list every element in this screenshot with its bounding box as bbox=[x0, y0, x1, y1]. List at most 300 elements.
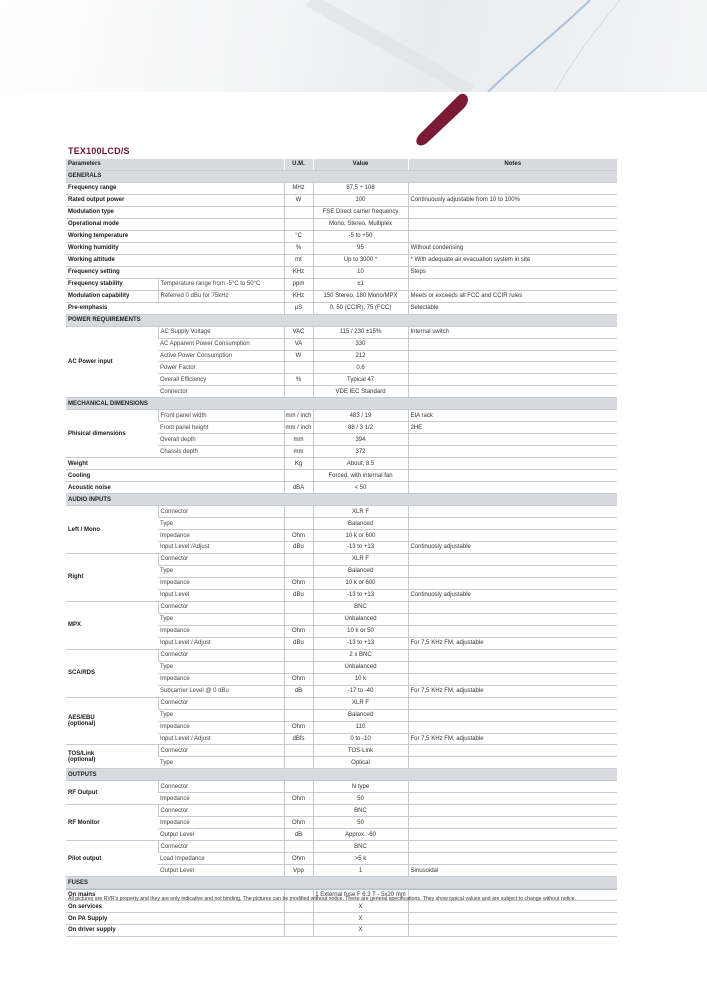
notes-cell: Continuosly adjustable bbox=[408, 542, 617, 554]
notes-cell bbox=[408, 841, 617, 853]
notes-cell bbox=[408, 781, 617, 793]
spec-row bbox=[66, 410, 617, 422]
footer-divider bbox=[66, 889, 617, 890]
value-cell: BNC bbox=[313, 601, 408, 613]
spec-row bbox=[66, 697, 617, 709]
unit-cell: mm / inch bbox=[284, 410, 313, 422]
unit-cell: dBu bbox=[284, 589, 313, 601]
notes-cell bbox=[408, 470, 617, 482]
unit-cell: dB bbox=[284, 829, 313, 841]
section-header-row bbox=[66, 494, 617, 506]
unit-cell bbox=[284, 601, 313, 613]
parameter-detail: Active Power Consumption bbox=[158, 350, 284, 362]
value-cell: X bbox=[313, 913, 408, 925]
value-cell: 115 / 230 ±15% bbox=[313, 326, 408, 338]
value-cell: 2 x BNC bbox=[313, 649, 408, 661]
spec-row bbox=[66, 254, 617, 266]
value-cell: 212 bbox=[313, 350, 408, 362]
unit-cell: % bbox=[284, 242, 313, 254]
notes-cell bbox=[408, 278, 617, 290]
parameter-detail: Connector bbox=[158, 781, 284, 793]
notes-cell: Meets or exceeds all FCC and CCIR rules bbox=[408, 290, 617, 302]
group-name-label: Pilot output bbox=[68, 855, 102, 862]
unit-cell: dBu bbox=[284, 542, 313, 554]
spec-row bbox=[66, 553, 617, 565]
parameter-detail: Connector bbox=[158, 601, 284, 613]
section-title: FUSES bbox=[66, 877, 617, 889]
unit-cell bbox=[284, 661, 313, 673]
notes-cell: Internal switch bbox=[408, 326, 617, 338]
value-cell: 110 bbox=[313, 721, 408, 733]
table-header-row bbox=[66, 159, 617, 170]
unit-cell: dBu bbox=[284, 637, 313, 649]
notes-cell bbox=[408, 230, 617, 242]
unit-cell: VAC bbox=[284, 326, 313, 338]
parameter-detail: Impedance bbox=[158, 673, 284, 685]
unit-cell: Ohm bbox=[284, 853, 313, 865]
unit-cell: Ohm bbox=[284, 673, 313, 685]
spec-row bbox=[66, 745, 617, 757]
section-header-row bbox=[66, 398, 617, 410]
notes-cell bbox=[408, 518, 617, 530]
value-cell: Unbalanced bbox=[313, 613, 408, 625]
parameter-detail: Connector bbox=[158, 649, 284, 661]
spec-row bbox=[66, 470, 617, 482]
value-cell: 100 bbox=[313, 194, 408, 206]
unit-cell: Ohm bbox=[284, 625, 313, 637]
spec-row bbox=[66, 781, 617, 793]
parameter-detail: Impedance bbox=[158, 577, 284, 589]
unit-cell: Ohm bbox=[284, 530, 313, 542]
value-cell: -13 to +13 bbox=[313, 589, 408, 601]
parameter-name: Frequency stability bbox=[66, 278, 158, 290]
spec-row bbox=[66, 194, 617, 206]
value-cell: 50 bbox=[313, 793, 408, 805]
parameter-name: Acoustic noise bbox=[66, 482, 284, 494]
unit-cell: mm bbox=[284, 434, 313, 446]
notes-cell bbox=[408, 853, 617, 865]
notes-cell bbox=[408, 625, 617, 637]
notes-cell bbox=[408, 506, 617, 518]
parameter-detail: Load Impedance bbox=[158, 853, 284, 865]
model-title: TEX100LCD/S bbox=[68, 146, 130, 156]
spec-row bbox=[66, 206, 617, 218]
brand-swoosh-icon bbox=[412, 90, 472, 150]
value-cell: FSE Direct carrier frequency bbox=[313, 206, 408, 218]
unit-cell bbox=[284, 901, 313, 913]
spec-row bbox=[66, 913, 617, 925]
group-name-label: TOS/Link bbox=[68, 750, 95, 757]
value-cell: ±1 bbox=[313, 278, 408, 290]
value-cell: N type bbox=[313, 781, 408, 793]
unit-cell bbox=[284, 470, 313, 482]
parameter-name: Pre-emphasis bbox=[66, 302, 284, 314]
parameter-detail: AC Supply Voltage bbox=[158, 326, 284, 338]
parameter-name: Modulation capability bbox=[66, 290, 158, 302]
notes-cell: For 7,5 KHz FM, adjustable bbox=[408, 733, 617, 745]
spec-row bbox=[66, 302, 617, 314]
value-cell: TOS-Link bbox=[313, 745, 408, 757]
notes-cell bbox=[408, 482, 617, 494]
parameter-name: Working altitude bbox=[66, 254, 284, 266]
value-cell: XLR F bbox=[313, 506, 408, 518]
notes-cell bbox=[408, 206, 617, 218]
value-cell: X bbox=[313, 925, 408, 937]
notes-cell bbox=[408, 925, 617, 937]
spec-row bbox=[66, 242, 617, 254]
section-header-row bbox=[66, 170, 617, 182]
value-cell: Forced, with internal fan bbox=[313, 470, 408, 482]
section-title: MECHANICAL DIMENSIONS bbox=[66, 398, 617, 410]
notes-cell: Steps bbox=[408, 266, 617, 278]
parameter-detail: Type bbox=[158, 757, 284, 769]
value-cell: 0, 50 (CCIR), 75 (FCC) bbox=[313, 302, 408, 314]
value-cell: 50 bbox=[313, 817, 408, 829]
header-banner bbox=[0, 0, 707, 92]
unit-cell: W bbox=[284, 194, 313, 206]
notes-cell bbox=[408, 374, 617, 386]
parameter-name: On services bbox=[66, 901, 284, 913]
notes-cell: Continuosly adjustable bbox=[408, 589, 617, 601]
parameter-detail: Type bbox=[158, 565, 284, 577]
parameter-detail: Type bbox=[158, 661, 284, 673]
parameter-detail: Power Factor bbox=[158, 362, 284, 374]
group-name-label: Left / Mono bbox=[68, 526, 100, 533]
unit-cell: W bbox=[284, 350, 313, 362]
spec-row bbox=[66, 218, 617, 230]
parameter-detail: Type bbox=[158, 709, 284, 721]
notes-cell bbox=[408, 350, 617, 362]
parameter-detail: Subcarrier Level @ 0 dBu bbox=[158, 685, 284, 697]
group-name bbox=[66, 781, 158, 805]
group-name bbox=[66, 506, 158, 554]
value-cell: 0 to -10 bbox=[313, 733, 408, 745]
group-name-label: Phisical dimensions bbox=[68, 430, 126, 437]
header-um: U.M. bbox=[284, 159, 313, 170]
parameter-detail: Impedance bbox=[158, 530, 284, 542]
value-cell: Typical 47 bbox=[313, 374, 408, 386]
notes-cell bbox=[408, 613, 617, 625]
value-cell: < 50 bbox=[313, 482, 408, 494]
spec-row bbox=[66, 482, 617, 494]
value-cell: XLR F bbox=[313, 553, 408, 565]
notes-cell: Sinusoidal bbox=[408, 865, 617, 877]
value-cell: 10 k bbox=[313, 673, 408, 685]
parameter-name: Modulation type bbox=[66, 206, 284, 218]
group-name bbox=[66, 745, 158, 769]
notes-cell: EIA rack bbox=[408, 410, 617, 422]
notes-cell bbox=[408, 553, 617, 565]
value-cell: 87,5 ÷ 108 bbox=[313, 182, 408, 194]
parameter-detail: Temperature range from -5°C to 50°C bbox=[158, 278, 284, 290]
notes-cell bbox=[408, 601, 617, 613]
parameter-detail: Front panel height bbox=[158, 422, 284, 434]
parameter-detail: Connector bbox=[158, 697, 284, 709]
notes-cell: * With adequate air evacuation system in site bbox=[408, 254, 617, 266]
group-name bbox=[66, 601, 158, 649]
unit-cell bbox=[284, 709, 313, 721]
spec-row bbox=[66, 805, 617, 817]
header-notes: Notes bbox=[408, 159, 617, 170]
value-cell: -17 to -40 bbox=[313, 685, 408, 697]
value-cell: 150 Stereo, 180 Mono/MPX bbox=[313, 290, 408, 302]
parameter-detail: Type bbox=[158, 613, 284, 625]
notes-cell bbox=[408, 793, 617, 805]
notes-cell bbox=[408, 757, 617, 769]
notes-cell bbox=[408, 218, 617, 230]
group-name-label: Right bbox=[68, 574, 84, 581]
unit-cell: dBfs bbox=[284, 733, 313, 745]
group-name-qualifier: (optional) bbox=[68, 721, 96, 728]
parameter-name: Cooling bbox=[66, 470, 284, 482]
parameter-detail: Impedance bbox=[158, 721, 284, 733]
unit-cell bbox=[284, 805, 313, 817]
parameter-detail: Type bbox=[158, 518, 284, 530]
value-cell: 88 / 3 1/2 bbox=[313, 422, 408, 434]
notes-cell bbox=[408, 446, 617, 458]
value-cell: 10 k or 600 bbox=[313, 530, 408, 542]
parameter-name: Frequency range bbox=[66, 182, 284, 194]
unit-cell bbox=[284, 362, 313, 374]
spec-row bbox=[66, 182, 617, 194]
group-name bbox=[66, 841, 158, 877]
unit-cell: % bbox=[284, 374, 313, 386]
value-cell: 483 / 19 bbox=[313, 410, 408, 422]
group-name-label: AC Power input bbox=[68, 358, 113, 365]
unit-cell: MHz bbox=[284, 182, 313, 194]
group-name-label: MPX bbox=[68, 622, 82, 629]
spec-row bbox=[66, 326, 617, 338]
spec-table bbox=[66, 159, 617, 937]
value-cell: Up to 3000 * bbox=[313, 254, 408, 266]
unit-cell bbox=[284, 206, 313, 218]
unit-cell bbox=[284, 506, 313, 518]
group-name bbox=[66, 553, 158, 601]
parameter-detail: Impedance bbox=[158, 793, 284, 805]
parameter-name: On mains bbox=[66, 889, 284, 901]
parameter-detail: Front panel width bbox=[158, 410, 284, 422]
unit-cell: Ohm bbox=[284, 577, 313, 589]
group-name-label: RF Monitor bbox=[68, 819, 100, 826]
spec-row bbox=[66, 601, 617, 613]
parameter-detail: Connector bbox=[158, 841, 284, 853]
value-cell: Approx. -60 bbox=[313, 829, 408, 841]
spec-row bbox=[66, 290, 617, 302]
unit-cell: dBA bbox=[284, 482, 313, 494]
parameter-detail: Overall Efficiency bbox=[158, 374, 284, 386]
unit-cell: µS bbox=[284, 302, 313, 314]
unit-cell: Vpp bbox=[284, 865, 313, 877]
value-cell: 330 bbox=[313, 338, 408, 350]
parameter-name: Working humidity bbox=[66, 242, 284, 254]
value-cell: 394 bbox=[313, 434, 408, 446]
value-cell: Balanced bbox=[313, 565, 408, 577]
parameter-detail: Overall depth bbox=[158, 434, 284, 446]
section-title: POWER REQUIREMENTS bbox=[66, 314, 617, 326]
notes-cell bbox=[408, 458, 617, 470]
parameter-detail: Connector bbox=[158, 386, 284, 398]
unit-cell: Ohm bbox=[284, 817, 313, 829]
notes-cell: Selectable bbox=[408, 302, 617, 314]
spec-row bbox=[66, 278, 617, 290]
notes-cell bbox=[408, 745, 617, 757]
banner-graphic bbox=[0, 0, 707, 92]
group-name-label: AES/EBU bbox=[68, 715, 95, 722]
unit-cell bbox=[284, 697, 313, 709]
value-cell: 1 External fuse F 6.3 T - 5x20 mm bbox=[313, 889, 408, 901]
parameter-detail: Input Level bbox=[158, 589, 284, 601]
notes-cell bbox=[408, 649, 617, 661]
value-cell: 372 bbox=[313, 446, 408, 458]
value-cell: X bbox=[313, 901, 408, 913]
parameter-detail: Output Level bbox=[158, 829, 284, 841]
unit-cell: °C bbox=[284, 230, 313, 242]
unit-cell: mm bbox=[284, 446, 313, 458]
value-cell: Mono, Stereo, Multiplex bbox=[313, 218, 408, 230]
notes-cell: Without condensing bbox=[408, 242, 617, 254]
notes-cell bbox=[408, 182, 617, 194]
spec-row bbox=[66, 925, 617, 937]
unit-cell: VA bbox=[284, 338, 313, 350]
group-name-label: RF Output bbox=[68, 789, 98, 796]
parameter-detail: Input Level /Adjust bbox=[158, 542, 284, 554]
notes-cell bbox=[408, 338, 617, 350]
notes-cell bbox=[408, 709, 617, 721]
notes-cell: 2HE bbox=[408, 422, 617, 434]
unit-cell bbox=[284, 649, 313, 661]
parameter-name: Weight bbox=[66, 458, 284, 470]
notes-cell bbox=[408, 362, 617, 374]
notes-cell: For 7,5 KHz FM, adjustable bbox=[408, 637, 617, 649]
value-cell: 95 bbox=[313, 242, 408, 254]
unit-cell bbox=[284, 913, 313, 925]
parameter-detail: Impedance bbox=[158, 625, 284, 637]
notes-cell bbox=[408, 661, 617, 673]
unit-cell bbox=[284, 757, 313, 769]
value-cell: 1 bbox=[313, 865, 408, 877]
parameter-detail: Connector bbox=[158, 745, 284, 757]
notes-cell bbox=[408, 577, 617, 589]
value-cell: -5 to +50 bbox=[313, 230, 408, 242]
unit-cell bbox=[284, 218, 313, 230]
parameter-detail: Input Level / Adjust bbox=[158, 637, 284, 649]
unit-cell bbox=[284, 745, 313, 757]
unit-cell bbox=[284, 613, 313, 625]
value-cell: 10 k or 50 bbox=[313, 625, 408, 637]
value-cell: BNC bbox=[313, 805, 408, 817]
parameter-detail: AC Apparent Power Consumption bbox=[158, 338, 284, 350]
notes-cell bbox=[408, 913, 617, 925]
unit-cell bbox=[284, 553, 313, 565]
value-cell: 0.6 bbox=[313, 362, 408, 374]
group-name bbox=[66, 649, 158, 697]
spec-row bbox=[66, 841, 617, 853]
notes-cell bbox=[408, 721, 617, 733]
group-name-qualifier: (optional) bbox=[68, 756, 96, 763]
section-title: GENERALS bbox=[66, 170, 617, 182]
section-header-row bbox=[66, 877, 617, 889]
parameter-name: Working temperature bbox=[66, 230, 284, 242]
parameter-name: Operational mode bbox=[66, 218, 284, 230]
notes-cell bbox=[408, 817, 617, 829]
value-cell: 10 k or 600 bbox=[313, 577, 408, 589]
spec-table-body bbox=[66, 159, 617, 936]
value-cell: Balanced bbox=[313, 709, 408, 721]
group-name bbox=[66, 697, 158, 745]
unit-cell bbox=[284, 565, 313, 577]
parameter-detail: Chassis depth bbox=[158, 446, 284, 458]
value-cell: 10 bbox=[313, 266, 408, 278]
group-name-label: SCA/RDS bbox=[68, 670, 96, 677]
notes-cell bbox=[408, 434, 617, 446]
group-name bbox=[66, 326, 158, 398]
notes-cell bbox=[408, 673, 617, 685]
unit-cell: Ohm bbox=[284, 721, 313, 733]
parameter-detail: Connector bbox=[158, 506, 284, 518]
header-parameters: Parameters bbox=[66, 159, 284, 170]
spec-row bbox=[66, 649, 617, 661]
spec-row bbox=[66, 458, 617, 470]
unit-cell: mm / inch bbox=[284, 422, 313, 434]
spec-row bbox=[66, 230, 617, 242]
unit-cell: ppm bbox=[284, 278, 313, 290]
unit-cell bbox=[284, 518, 313, 530]
unit-cell: KHz bbox=[284, 290, 313, 302]
unit-cell: mt bbox=[284, 254, 313, 266]
unit-cell: Kg bbox=[284, 458, 313, 470]
unit-cell bbox=[284, 386, 313, 398]
section-header-row bbox=[66, 314, 617, 326]
spec-row bbox=[66, 506, 617, 518]
value-cell: Balanced bbox=[313, 518, 408, 530]
spec-row bbox=[66, 901, 617, 913]
parameter-name: Frequency setting bbox=[66, 266, 284, 278]
parameter-detail: Impedance bbox=[158, 817, 284, 829]
parameter-detail: Input Level / Adjust bbox=[158, 733, 284, 745]
parameter-detail: Connector bbox=[158, 553, 284, 565]
value-cell: BNC bbox=[313, 841, 408, 853]
header-value: Value bbox=[313, 159, 408, 170]
value-cell: >5 k bbox=[313, 853, 408, 865]
notes-cell: Continuously adjustable from 10 to 100% bbox=[408, 194, 617, 206]
spec-row bbox=[66, 266, 617, 278]
unit-cell bbox=[284, 925, 313, 937]
unit-cell bbox=[284, 781, 313, 793]
value-cell: -13 to +13 bbox=[313, 637, 408, 649]
disclaimer-footnote: All pictures are RVR's property and they are only indicative and not binding. The pictures can be modified without notice. These are general specifications. They show typical values and are subject to change without notice. bbox=[68, 896, 577, 902]
section-title: AUDIO INPUTS bbox=[66, 494, 617, 506]
notes-cell bbox=[408, 901, 617, 913]
value-cell: VDE IEC Standard bbox=[313, 386, 408, 398]
parameter-detail: Output Level bbox=[158, 865, 284, 877]
parameter-name: On PA Supply bbox=[66, 913, 284, 925]
notes-cell bbox=[408, 829, 617, 841]
unit-cell: KHz bbox=[284, 266, 313, 278]
parameter-name: On driver supply bbox=[66, 925, 284, 937]
notes-cell bbox=[408, 530, 617, 542]
notes-cell bbox=[408, 697, 617, 709]
group-name bbox=[66, 410, 158, 458]
parameter-detail: Referred 0 dBu for 75kHz bbox=[158, 290, 284, 302]
unit-cell: dB bbox=[284, 685, 313, 697]
value-cell: XLR F bbox=[313, 697, 408, 709]
value-cell: Optical bbox=[313, 757, 408, 769]
section-title: OUTPUTS bbox=[66, 769, 617, 781]
value-cell: -13 to +13 bbox=[313, 542, 408, 554]
notes-cell: For 7,5 KHz FM, adjustable bbox=[408, 685, 617, 697]
unit-cell: Ohm bbox=[284, 793, 313, 805]
unit-cell bbox=[284, 841, 313, 853]
